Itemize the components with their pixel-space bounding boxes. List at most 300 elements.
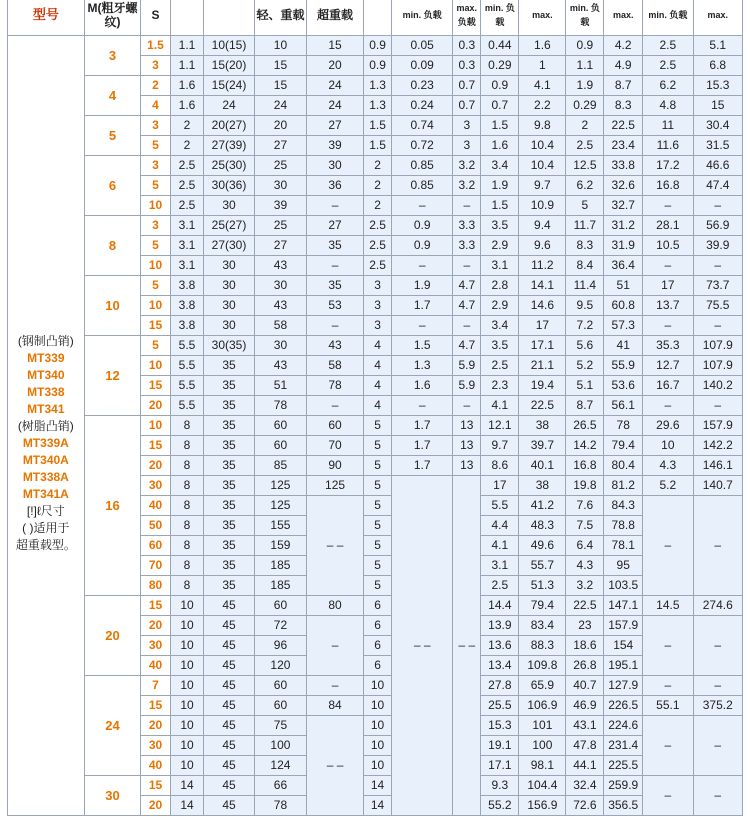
l-dim-cell: 30(36)	[204, 176, 254, 196]
max-load-cell: 0.7	[453, 96, 481, 116]
load4-merged: –	[643, 716, 693, 776]
max-3-cell: 103.5	[604, 576, 643, 596]
min-load-cell: 1.6	[392, 376, 453, 396]
min-load-4-cell: –	[643, 256, 693, 276]
load4-merged: –	[643, 616, 693, 676]
s-value: 15	[141, 436, 170, 456]
min-load-3-cell: 11.7	[566, 216, 604, 236]
header-max-2: max.	[519, 0, 566, 36]
min-load-cell: 0.72	[392, 136, 453, 156]
super-heavy-cell: 60	[307, 416, 364, 436]
super-heavy-cell: –	[307, 676, 364, 696]
max-2-cell: 10.9	[519, 196, 566, 216]
l-dim-cell: 30	[204, 296, 254, 316]
min-load-cell: 0.09	[392, 56, 453, 76]
min-load-2-cell: 3.4	[481, 156, 519, 176]
min-load-2-cell: 4.1	[481, 536, 519, 556]
min-load-3-cell: 11.4	[566, 276, 604, 296]
a-dim-cell: 2	[170, 116, 204, 136]
light-heavy-cell: 30	[254, 176, 306, 196]
l-dim-cell: 15(20)	[204, 56, 254, 76]
max-2-cell: 4.1	[519, 76, 566, 96]
min-load-2-cell: 2.9	[481, 296, 519, 316]
max-3-cell: 231.4	[604, 736, 643, 756]
max-load-cell: 4.7	[453, 336, 481, 356]
min-load-2-cell: 1.9	[481, 176, 519, 196]
l-dim-cell: 30	[204, 276, 254, 296]
min-load-4-cell: 12.7	[643, 356, 693, 376]
model-note-line: [!]ℓ尺寸	[26, 504, 65, 518]
min-load-2-cell: 1.5	[481, 196, 519, 216]
min-load-3-cell: 6.4	[566, 536, 604, 556]
min-load-cell: 0.85	[392, 176, 453, 196]
a-dim-cell: 2	[170, 136, 204, 156]
b-dim-cell: 3	[363, 296, 391, 316]
min-load-3-cell: 43.1	[566, 716, 604, 736]
max-4-cell: 56.9	[693, 216, 742, 236]
min-load-2-cell: 3.4	[481, 316, 519, 336]
super-heavy-cell: 80	[307, 596, 364, 616]
b-dim-cell: 0.9	[363, 56, 391, 76]
b-dim-cell: 10	[363, 676, 391, 696]
b-dim-cell: 2.5	[363, 216, 391, 236]
load4-merged: –	[693, 616, 742, 676]
max-4-cell: 5.1	[693, 36, 742, 56]
l-dim-cell: 35	[204, 496, 254, 516]
min-load-3-cell: 1.9	[566, 76, 604, 96]
l-dim-cell: 35	[204, 536, 254, 556]
b-dim-cell: 3	[363, 316, 391, 336]
a-dim-cell: 3.8	[170, 316, 204, 336]
super-heavy-cell: 35	[307, 276, 364, 296]
min-load-2-cell: 55.2	[481, 796, 519, 816]
a-dim-cell: 5.5	[170, 336, 204, 356]
max-load-cell: 0.3	[453, 56, 481, 76]
l-dim-cell: 45	[204, 596, 254, 616]
light-heavy-cell: 39	[254, 196, 306, 216]
table-row	[8, 416, 743, 436]
min-load-2-cell: 17	[481, 476, 519, 496]
s-value: 80	[141, 576, 170, 596]
thread-size: 12	[84, 336, 141, 416]
load4-merged: –	[643, 496, 693, 596]
header-light-heavy: 轻、重载	[254, 0, 306, 36]
b-dim-cell: 1.5	[363, 136, 391, 156]
b-dim-cell: 2.5	[363, 236, 391, 256]
b-dim-cell: 5	[363, 536, 391, 556]
b-dim-cell: 1.5	[363, 116, 391, 136]
l-dim-cell: 27(39)	[204, 136, 254, 156]
header-min-load-4: min. 负载	[643, 0, 693, 36]
max-2-cell: 104.4	[519, 776, 566, 796]
min-load-4-cell: 29.6	[643, 416, 693, 436]
min-load-4-cell: 4.8	[643, 96, 693, 116]
b-dim-cell: 5	[363, 576, 391, 596]
min-load-4-cell: 17.2	[643, 156, 693, 176]
max-2-cell: 83.4	[519, 616, 566, 636]
max-2-cell: 41.2	[519, 496, 566, 516]
min-load-3-cell: 7.6	[566, 496, 604, 516]
light-heavy-cell: 124	[254, 756, 306, 776]
max-2-cell: 14.1	[519, 276, 566, 296]
b-dim-cell: 4	[363, 396, 391, 416]
max-2-cell: 9.8	[519, 116, 566, 136]
min-load-2-cell: 2.3	[481, 376, 519, 396]
model-note-line: MT341	[27, 402, 65, 416]
light-heavy-cell: 60	[254, 696, 306, 716]
max-2-cell: 38	[519, 476, 566, 496]
max-load-cell: 3.3	[453, 236, 481, 256]
a-dim-cell: 8	[170, 476, 204, 496]
max-load-cell: 13	[453, 456, 481, 476]
min-load-4-cell: 6.2	[643, 76, 693, 96]
model-cell	[8, 36, 85, 816]
light-heavy-cell: 96	[254, 636, 306, 656]
max-2-cell: 14.6	[519, 296, 566, 316]
s-value: 3	[141, 56, 170, 76]
super-heavy-cell: 78	[307, 376, 364, 396]
super-heavy-cell: 24	[307, 76, 364, 96]
max-3-cell: 78.8	[604, 516, 643, 536]
max-2-cell: 98.1	[519, 756, 566, 776]
min-load-3-cell: 44.1	[566, 756, 604, 776]
min-load-4-cell: 2.5	[643, 36, 693, 56]
light-heavy-cell: 78	[254, 396, 306, 416]
max-2-cell: 2.2	[519, 96, 566, 116]
l-dim-cell: 25(27)	[204, 216, 254, 236]
l-dim-cell: 45	[204, 696, 254, 716]
s-value: 30	[141, 636, 170, 656]
s-value: 3	[141, 116, 170, 136]
min-load-4-cell: 16.8	[643, 176, 693, 196]
super-heavy-cell: 90	[307, 456, 364, 476]
max-4-cell: 107.9	[693, 336, 742, 356]
min-load-2-cell: 9.3	[481, 776, 519, 796]
max-4-cell: –	[693, 316, 742, 336]
s-value: 20	[141, 456, 170, 476]
s-value: 5	[141, 276, 170, 296]
light-heavy-cell: 51	[254, 376, 306, 396]
light-heavy-cell: 100	[254, 736, 306, 756]
super-heavy-cell: –	[307, 196, 364, 216]
a-dim-cell: 10	[170, 716, 204, 736]
min-load-3-cell: 19.8	[566, 476, 604, 496]
l-dim-cell: 45	[204, 716, 254, 736]
max-3-cell: 22.5	[604, 116, 643, 136]
thread-size: 30	[84, 776, 141, 816]
model-note-line: MT338	[27, 385, 65, 399]
min-load-2-cell: 13.6	[481, 636, 519, 656]
l-dim-cell: 45	[204, 636, 254, 656]
min-load-cell: –	[392, 196, 453, 216]
max-load-cell: 4.7	[453, 276, 481, 296]
light-heavy-cell: 43	[254, 256, 306, 276]
light-heavy-cell: 43	[254, 356, 306, 376]
max-2-cell: 101	[519, 716, 566, 736]
s-value: 50	[141, 516, 170, 536]
s-value: 20	[141, 396, 170, 416]
max-load-cell: –	[453, 196, 481, 216]
l-dim-cell: 35	[204, 376, 254, 396]
model-note-line: (树脂凸销)	[17, 419, 74, 433]
super-heavy-cell: 24	[307, 96, 364, 116]
min-load-4-cell: –	[643, 196, 693, 216]
s-value: 2	[141, 76, 170, 96]
max-4-cell: 73.7	[693, 276, 742, 296]
a-dim-cell: 10	[170, 656, 204, 676]
max-3-cell: 79.4	[604, 436, 643, 456]
super-heavy-cell: –	[307, 396, 364, 416]
min-load-3-cell: 4.3	[566, 556, 604, 576]
s-value: 40	[141, 756, 170, 776]
s-value: 15	[141, 776, 170, 796]
a-dim-cell: 2.5	[170, 176, 204, 196]
super-heavy-cell: 27	[307, 116, 364, 136]
super-heavy-cell: 27	[307, 216, 364, 236]
max-2-cell: 21.1	[519, 356, 566, 376]
min-load-3-cell: 26.8	[566, 656, 604, 676]
min-load-cell: 0.9	[392, 216, 453, 236]
table-row	[8, 676, 743, 696]
a-dim-cell: 3.8	[170, 276, 204, 296]
min-load-4-cell: 11.6	[643, 136, 693, 156]
a-dim-cell: 1.6	[170, 96, 204, 116]
a-dim-cell: 10	[170, 636, 204, 656]
light-heavy-cell: 24	[254, 96, 306, 116]
l-dim-cell: 35	[204, 576, 254, 596]
s-value: 15	[141, 376, 170, 396]
min-load-4-cell: 5.2	[643, 476, 693, 496]
max-load-cell: 0.7	[453, 76, 481, 96]
max-load-cell: 5.9	[453, 376, 481, 396]
a-dim-cell: 2.5	[170, 156, 204, 176]
max-4-cell: 46.6	[693, 156, 742, 176]
min-load-cell: 1.9	[392, 276, 453, 296]
model-note-line: MT340A	[22, 453, 69, 467]
max-2-cell: 51.3	[519, 576, 566, 596]
l-dim-cell: 30	[204, 196, 254, 216]
b-dim-cell: 10	[363, 756, 391, 776]
s-value: 10	[141, 416, 170, 436]
load4-merged: –	[693, 496, 742, 596]
l-dim-cell: 15(24)	[204, 76, 254, 96]
min-load-2-cell: 9.7	[481, 436, 519, 456]
min-load-2-cell: 17.1	[481, 756, 519, 776]
header-blank	[204, 0, 254, 36]
super-heavy-cell: 125	[307, 476, 364, 496]
s-value: 10	[141, 256, 170, 276]
light-heavy-cell: 72	[254, 616, 306, 636]
header-min-load-2: min. 负载	[481, 0, 519, 36]
max-3-cell: 51	[604, 276, 643, 296]
max-4-cell: 157.9	[693, 416, 742, 436]
max-2-cell: 10.4	[519, 136, 566, 156]
super-heavy-cell: 39	[307, 136, 364, 156]
s-value: 40	[141, 496, 170, 516]
header-max-4: max.	[693, 0, 742, 36]
light-heavy-cell: 27	[254, 236, 306, 256]
b-dim-cell: 5	[363, 496, 391, 516]
max-2-cell: 19.4	[519, 376, 566, 396]
a-dim-cell: 5.5	[170, 396, 204, 416]
super-heavy-merged: – –	[307, 496, 364, 596]
max-2-cell: 9.4	[519, 216, 566, 236]
b-dim-cell: 6	[363, 656, 391, 676]
light-heavy-cell: 10	[254, 36, 306, 56]
min-load-3-cell: 3.2	[566, 576, 604, 596]
l-dim-cell: 30	[204, 316, 254, 336]
b-dim-cell: 2	[363, 176, 391, 196]
max-2-cell: 48.3	[519, 516, 566, 536]
max-load-cell: –	[453, 256, 481, 276]
model-note-line: (钢制凸销)	[17, 334, 74, 348]
max-3-cell: 55.9	[604, 356, 643, 376]
b-dim-cell: 6	[363, 616, 391, 636]
s-value: 5	[141, 136, 170, 156]
a-dim-cell: 3.1	[170, 256, 204, 276]
min-load-2-cell: 14.4	[481, 596, 519, 616]
max-3-cell: 84.3	[604, 496, 643, 516]
a-dim-cell: 5.5	[170, 356, 204, 376]
min-load-2-cell: 2.9	[481, 236, 519, 256]
load4-merged: –	[693, 776, 742, 816]
min-load-4-cell: 17	[643, 276, 693, 296]
min-load-3-cell: 8.3	[566, 236, 604, 256]
b-dim-cell: 3	[363, 276, 391, 296]
max-3-cell: 53.6	[604, 376, 643, 396]
light-heavy-cell: 185	[254, 576, 306, 596]
max-4-cell: 30.4	[693, 116, 742, 136]
a-dim-cell: 14	[170, 776, 204, 796]
b-dim-cell: 2.5	[363, 256, 391, 276]
min-load-3-cell: 5.6	[566, 336, 604, 356]
max-2-cell: 39.7	[519, 436, 566, 456]
min-load-2-cell: 5.5	[481, 496, 519, 516]
l-dim-cell: 45	[204, 796, 254, 816]
min-load-cell: 0.24	[392, 96, 453, 116]
min-load-cell: –	[392, 316, 453, 336]
l-dim-cell: 25(30)	[204, 156, 254, 176]
min-load-2-cell: 25.5	[481, 696, 519, 716]
max-4-cell: 75.5	[693, 296, 742, 316]
a-dim-cell: 3.1	[170, 216, 204, 236]
max-3-cell: 36.4	[604, 256, 643, 276]
super-heavy-merged: – –	[307, 716, 364, 816]
super-heavy-cell: 30	[307, 156, 364, 176]
max-3-cell: 127.9	[604, 676, 643, 696]
model-note-line: MT341A	[22, 487, 69, 501]
b-dim-cell: 5	[363, 456, 391, 476]
a-dim-cell: 10	[170, 696, 204, 716]
min-load-2-cell: 4.4	[481, 516, 519, 536]
min-load-cell: 1.7	[392, 296, 453, 316]
light-heavy-cell: 125	[254, 496, 306, 516]
min-load-4-cell: 10.5	[643, 236, 693, 256]
header-min-load-3: min. 负载	[566, 0, 604, 36]
l-dim-cell: 45	[204, 656, 254, 676]
min-load-3-cell: 7.5	[566, 516, 604, 536]
min-load-3-cell: 14.2	[566, 436, 604, 456]
min-load-4-cell: 14.5	[643, 596, 693, 616]
light-heavy-cell: 85	[254, 456, 306, 476]
max-3-cell: 8.7	[604, 76, 643, 96]
max-3-cell: 4.9	[604, 56, 643, 76]
min-load-3-cell: 16.8	[566, 456, 604, 476]
min-load-cell: 0.9	[392, 236, 453, 256]
max-4-cell: 47.4	[693, 176, 742, 196]
min-load-4-cell: 4.3	[643, 456, 693, 476]
s-value: 30	[141, 476, 170, 496]
max-2-cell: 9.7	[519, 176, 566, 196]
table-row	[8, 216, 743, 236]
model-note-line: MT339	[27, 351, 65, 365]
b-dim-cell: 5	[363, 516, 391, 536]
header-row	[8, 0, 743, 36]
max-4-cell: 6.8	[693, 56, 742, 76]
a-dim-cell: 8	[170, 436, 204, 456]
thread-size: 24	[84, 676, 141, 776]
load4-merged: –	[693, 716, 742, 776]
s-value: 5	[141, 176, 170, 196]
max-3-cell: 154	[604, 636, 643, 656]
thread-size: 8	[84, 216, 141, 276]
l-dim-cell: 10(15)	[204, 36, 254, 56]
super-heavy-cell: 15	[307, 36, 364, 56]
max-3-cell: 78	[604, 416, 643, 436]
s-value: 10	[141, 296, 170, 316]
thread-size: 10	[84, 276, 141, 336]
min-load-2-cell: 0.29	[481, 56, 519, 76]
max-3-cell: 57.3	[604, 316, 643, 336]
model-note-line: ( )适用于	[22, 521, 70, 535]
a-dim-cell: 10	[170, 756, 204, 776]
min-load-2-cell: 3.5	[481, 336, 519, 356]
max-3-cell: 147.1	[604, 596, 643, 616]
b-dim-cell: 10	[363, 696, 391, 716]
b-dim-cell: 6	[363, 596, 391, 616]
s-value: 5	[141, 336, 170, 356]
max-load-cell: 3.3	[453, 216, 481, 236]
light-heavy-cell: 15	[254, 56, 306, 76]
max-2-cell: 9.6	[519, 236, 566, 256]
spec-table	[7, 0, 743, 816]
table-row	[8, 596, 743, 616]
min-load-2-cell: 13.9	[481, 616, 519, 636]
max-3-cell: 78.1	[604, 536, 643, 556]
min-load-2-cell: 0.7	[481, 96, 519, 116]
l-dim-cell: 35	[204, 416, 254, 436]
b-dim-cell: 5	[363, 556, 391, 576]
min-load-4-cell: 2.5	[643, 56, 693, 76]
thread-size: 4	[84, 76, 141, 116]
max-3-cell: 80.4	[604, 456, 643, 476]
a-dim-cell: 10	[170, 676, 204, 696]
super-heavy-cell: 35	[307, 236, 364, 256]
a-dim-cell: 1.6	[170, 76, 204, 96]
min-load-4-cell: 35.3	[643, 336, 693, 356]
min-load-3-cell: 40.7	[566, 676, 604, 696]
max-4-cell: –	[693, 396, 742, 416]
min-load-2-cell: 0.9	[481, 76, 519, 96]
s-value: 20	[141, 716, 170, 736]
min-load-2-cell: 13.4	[481, 656, 519, 676]
super-heavy-cell: 70	[307, 436, 364, 456]
min-load-3-cell: 9.5	[566, 296, 604, 316]
max-load-cell: 3.2	[453, 156, 481, 176]
max-3-cell: 31.2	[604, 216, 643, 236]
max-2-cell: 49.6	[519, 536, 566, 556]
thread-size: 20	[84, 596, 141, 676]
